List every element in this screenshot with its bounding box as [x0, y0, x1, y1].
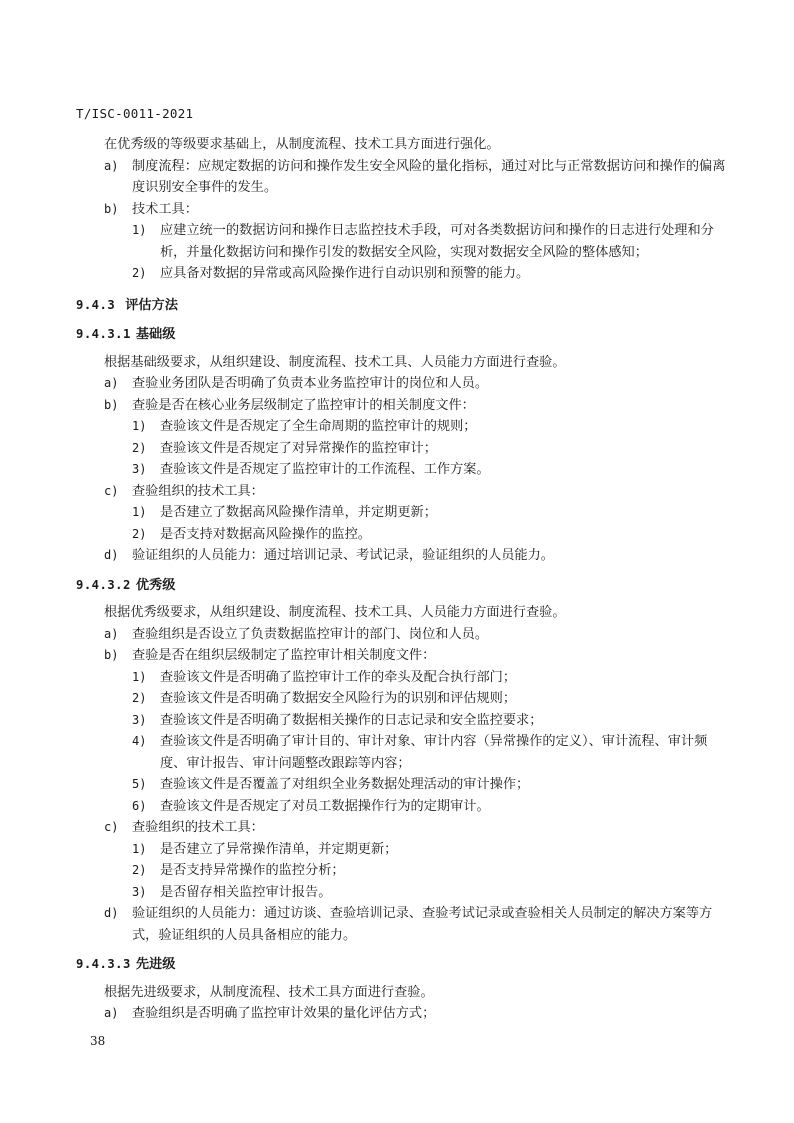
sub-list-item: [76, 263, 726, 285]
subsection-heading: [76, 954, 726, 976]
subsection-heading: [76, 324, 726, 346]
sub-list-item: [76, 416, 726, 438]
list-text: 查验该文件是否规定了对异常操作的监控审计；: [160, 440, 437, 456]
list-item: [76, 156, 726, 199]
list-text: 是否留存相关监控审计报告。: [160, 884, 332, 900]
list-text: 应具备对数据的异常或高风险操作进行自动识别和预警的能力。: [160, 266, 530, 281]
list-label: 3): [132, 712, 147, 727]
list-label: a): [104, 1006, 119, 1020]
list-label: b): [104, 648, 119, 662]
sub-list-item: [76, 839, 726, 861]
document-id: T/ISC-0011-2021: [76, 106, 194, 121]
section-number: 9.4.3.2: [76, 577, 131, 592]
section-number: 9.4.3.1: [76, 327, 131, 341]
list-item: [76, 817, 726, 839]
list-label: d): [104, 906, 119, 920]
section-title: 评估方法: [125, 297, 178, 313]
paragraph: 根据优秀级要求，从组织建设、制度流程、技术工具、人员能力方面进行查验。: [104, 605, 566, 620]
list-label: 1): [132, 223, 147, 237]
section-number: 9.4.3: [76, 297, 116, 312]
section-heading: [76, 295, 726, 317]
list-text: 验证组织的人员能力：通过培训记录、考试记录，验证组织的人员能力。: [132, 548, 554, 563]
sub-list-item: [76, 796, 726, 818]
sub-list-item: [76, 502, 726, 524]
list-label: 1): [132, 419, 147, 433]
list-label: c): [104, 483, 119, 498]
list-text: 查验是否在核心业务层级制定了监控审计的相关制度文件：: [132, 397, 475, 413]
list-label: 2): [132, 691, 147, 705]
list-item: [76, 624, 726, 646]
list-text: 验证组织的人员能力：通过访谈、查验培训记录、查验考试记录或查验相关人员制定的解决方案等方式，验证组织的人员具备相应的能力。: [132, 906, 713, 943]
list-label: a): [104, 376, 119, 390]
list-text: 是否支持对数据高风险操作的监控。: [160, 526, 371, 542]
section-title: 先进级: [135, 957, 176, 972]
list-label: 1): [132, 669, 147, 684]
list-item: [76, 481, 726, 503]
paragraph: 根据先进级要求，从制度流程、技术工具方面进行查验。: [104, 984, 434, 1000]
list-label: b): [104, 201, 119, 216]
list-text: 查验组织是否明确了监控审计效果的量化评估方式；: [132, 1006, 436, 1021]
page-number: 38: [90, 1034, 106, 1048]
list-text: 应建立统一的数据访问和操作日志监控技术手段，可对各类数据访问和操作的日志进行处理和分析，并量化数据访问和操作引发的数据安全风险，实现对数据安全风险的整体感知；: [160, 223, 714, 260]
list-text: 是否支持异常操作的监控分析；: [160, 863, 345, 878]
list-label: 1): [132, 841, 147, 856]
section-title: 基础级: [135, 327, 176, 342]
paragraph: 根据基础级要求，从组织建设、制度流程、技术工具、人员能力方面进行查验。: [104, 354, 566, 370]
list-label: a): [104, 158, 119, 173]
list-text: 查验该文件是否明确了数据安全风险行为的识别和评估规则；: [160, 691, 517, 706]
list-text: 查验该文件是否规定了全生命周期的监控审计的规则；: [160, 419, 477, 434]
sub-list-item: [76, 459, 726, 481]
list-text: 查验是否在组织层级制定了监控审计相关制度文件：: [132, 648, 436, 663]
page-content: [76, 134, 726, 1025]
list-label: a): [104, 626, 119, 641]
list-label: 1): [132, 505, 147, 519]
list-label: 2): [132, 526, 147, 541]
list-item: [76, 545, 726, 567]
list-text: 查验组织的技术工具：: [132, 483, 264, 499]
sub-list-item: [76, 882, 726, 904]
list-label: 3): [132, 462, 147, 476]
list-label: 5): [132, 777, 147, 791]
sub-list-item: [76, 438, 726, 460]
paragraph: 在优秀级的等级要求基础上，从制度流程、技术工具方面进行强化。: [104, 137, 500, 152]
subsection-heading: [76, 575, 726, 597]
sub-list-item: [76, 220, 726, 263]
list-label: 2): [132, 440, 147, 455]
list-label: 2): [132, 266, 147, 280]
sub-list-item: [76, 667, 726, 689]
list-text: 制度流程：应规定数据的访问和操作发生安全风险的量化指标，通过对比与正常数据访问和操作的偏离度识别安全事件的发生。: [132, 158, 726, 195]
list-label: b): [104, 397, 119, 412]
list-text: 查验该文件是否规定了对员工数据操作行为的定期审计。: [160, 798, 490, 814]
list-text: 查验组织的技术工具：: [132, 820, 264, 835]
section-title: 优秀级: [135, 577, 176, 593]
list-label: c): [104, 820, 119, 834]
sub-list-item: [76, 524, 726, 546]
list-label: 6): [132, 798, 147, 813]
sub-list-item: [76, 774, 726, 796]
sub-list-item: [76, 731, 726, 774]
list-text: 是否建立了异常操作清单，并定期更新；: [160, 841, 398, 857]
list-label: 3): [132, 884, 147, 899]
list-item: [76, 199, 726, 221]
list-item: [76, 395, 726, 417]
list-label: d): [104, 548, 119, 562]
list-item: [76, 1003, 726, 1025]
list-text: 查验该文件是否明确了审计目的、审计对象、审计内容（异常操作的定义）、审计流程、审计频度、审计报告、审计问题整改跟踪等内容；: [160, 734, 708, 771]
list-text: 查验该文件是否规定了监控审计的工作流程、工作方案。: [160, 462, 490, 477]
list-label: 2): [132, 863, 147, 877]
list-text: 技术工具：: [132, 201, 198, 217]
section-number: 9.4.3.3: [76, 957, 131, 971]
sub-list-item: [76, 710, 726, 732]
list-text: 查验该文件是否明确了数据相关操作的日志记录和安全监控要求；: [160, 712, 543, 728]
list-item: [76, 645, 726, 667]
list-text: 查验该文件是否明确了监控审计工作的牵头及配合执行部门；: [160, 669, 517, 685]
list-text: 查验业务团队是否明确了负责本业务监控审计的岗位和人员。: [132, 376, 489, 391]
list-text: 是否建立了数据高风险操作清单，并定期更新；: [160, 505, 437, 520]
list-text: 查验该文件是否覆盖了对组织全业务数据处理活动的审计操作；: [160, 777, 530, 792]
sub-list-item: [76, 860, 726, 882]
list-item: [76, 903, 726, 946]
sub-list-item: [76, 688, 726, 710]
list-item: [76, 373, 726, 395]
list-text: 查验组织是否设立了负责数据监控审计的部门、岗位和人员。: [132, 626, 489, 642]
list-label: 4): [132, 734, 147, 748]
